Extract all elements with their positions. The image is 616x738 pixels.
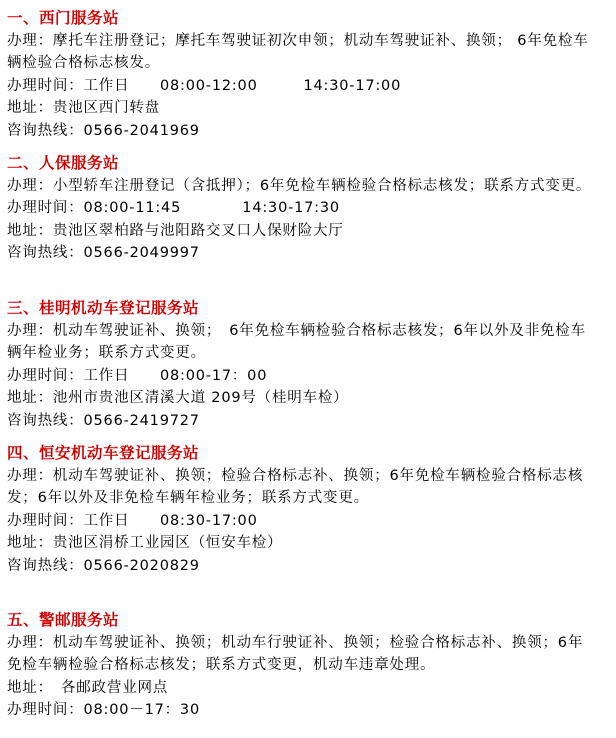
station-address: 地址：池州市贵池区清溪大道 209号（桂明车检） xyxy=(7,390,349,406)
station-title: 二、人保服务站 xyxy=(7,154,120,172)
station-business: 办理：机动车驾驶证补、换领；机动车行驶证补、换领；检验合格标志补、换领；6年免检车辆检验合格标志核发；联系方式变更，机动车违章处理。 xyxy=(7,634,584,673)
station-title: 四、恒安机动车登记服务站 xyxy=(7,444,200,462)
station-title: 五、警邮服务站 xyxy=(7,611,120,629)
station-hours: 办理时间：工作日 08:00-17：00 xyxy=(7,367,268,384)
station-hours: 办理时间：08:00-11:45 14:30-17:30 xyxy=(7,200,340,216)
station-hours: 办理时间：08:00－17：30 xyxy=(7,702,200,718)
station-business: 办理：小型轿车注册登记（含抵押）；6年免检车辆检验合格标志核发；联系方式变更。 xyxy=(7,177,592,194)
station-hotline: 咨询热线：0566-2020829 xyxy=(7,557,200,574)
station-section-jingyou xyxy=(7,609,607,722)
station-section-ximen xyxy=(7,7,607,142)
station-title: 一、西门服务站 xyxy=(7,9,120,27)
station-section-hengan xyxy=(7,442,607,577)
station-hours: 办理时间：工作日 08:00-12:00 14:30-17:00 xyxy=(7,77,402,94)
station-section-renbao xyxy=(7,152,607,265)
station-business: 办理：机动车驾驶证补、换领； 6年免检车辆检验合格标志核发；6年以外及非免检车辆年检业务；联系方式变更。 xyxy=(7,322,586,361)
station-hotline: 咨询热线：0566-2049997 xyxy=(7,245,200,261)
station-address: 地址：贵池区西门转盘 xyxy=(7,100,160,116)
station-section-guiming xyxy=(7,297,607,432)
station-business: 办理：摩托车注册登记；摩托车驾驶证初次申领；机动车驾驶证补、换领； 6年免检车辆检验合格标志核发。 xyxy=(7,32,589,71)
station-address: 地址：贵池区翠柏路与池阳路交叉口人保财险大厅 xyxy=(7,222,344,239)
station-hotline: 咨询热线：0566-2419727 xyxy=(7,412,200,429)
station-hotline: 咨询热线：0566-2041969 xyxy=(7,122,200,139)
station-address: 地址：贵池区涓桥工业园区（恒安车检） xyxy=(7,535,283,551)
station-address: 地址： 各邮政营业网点 xyxy=(7,679,169,696)
station-business: 办理：机动车驾驶证补、换领；检验合格标志补、换领；6年免检车辆检验合格标志核发；6年以外及非免检车辆年检业务；联系方式变更。 xyxy=(7,467,584,506)
station-hours: 办理时间：工作日 08:30-17:00 xyxy=(7,512,258,529)
station-title: 三、桂明机动车登记服务站 xyxy=(7,299,200,317)
